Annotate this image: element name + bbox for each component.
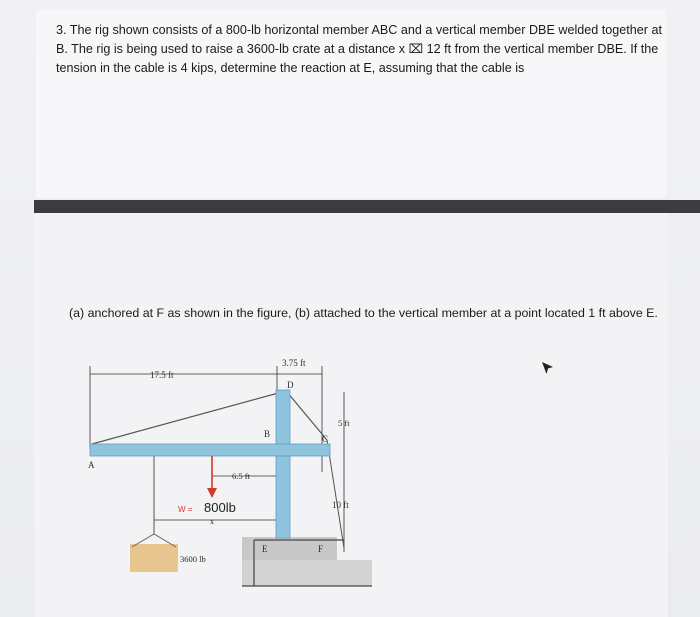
label-dim-10: 10 ft — [332, 500, 349, 510]
mouse-pointer-icon — [540, 360, 556, 376]
label-A: A — [88, 460, 95, 470]
cable-AD — [92, 392, 282, 444]
label-dim-6-5: 6.5 ft — [232, 471, 250, 481]
label-crate: 3600 lb — [180, 554, 206, 564]
horizontal-member-ABC — [90, 444, 330, 456]
label-dim-3-75: 3.75 ft — [282, 358, 306, 368]
label-C: C — [322, 434, 329, 444]
vertical-member-DBE — [276, 390, 290, 538]
section-divider-bar — [34, 200, 700, 213]
crate — [130, 544, 178, 572]
ground-edge — [242, 560, 372, 586]
label-D: D — [287, 380, 294, 390]
cable-DC — [287, 392, 327, 440]
label-B: B — [264, 429, 271, 439]
problem-statement: 3. The rig shown consists of a 800-lb horizontal member ABC and a vertical member DBE welded together at B. The rig is being used to raise a 3600-lb crate at a distance x ⌧ 12 ft from the vertical member DBE. If the tension in the cable is 4 kips, determine the reaction at E, assuming that the cable is — [56, 23, 662, 75]
label-weight-prefix: W = — [178, 505, 193, 514]
rig-figure — [82, 352, 372, 592]
weight-arrow-head — [207, 488, 217, 498]
label-dim-5: 5 ft — [338, 418, 350, 428]
label-dim-17-5: 17.5 ft — [150, 370, 174, 380]
label-weight-value: 800lb — [204, 500, 236, 515]
label-E: E — [262, 544, 268, 554]
label-x: x — [210, 517, 214, 526]
problem-parts: (a) anchored at F as shown in the figure, (b) attached to the vertical member at a point located 1 ft above E. — [69, 306, 658, 320]
label-F: F — [318, 544, 324, 554]
